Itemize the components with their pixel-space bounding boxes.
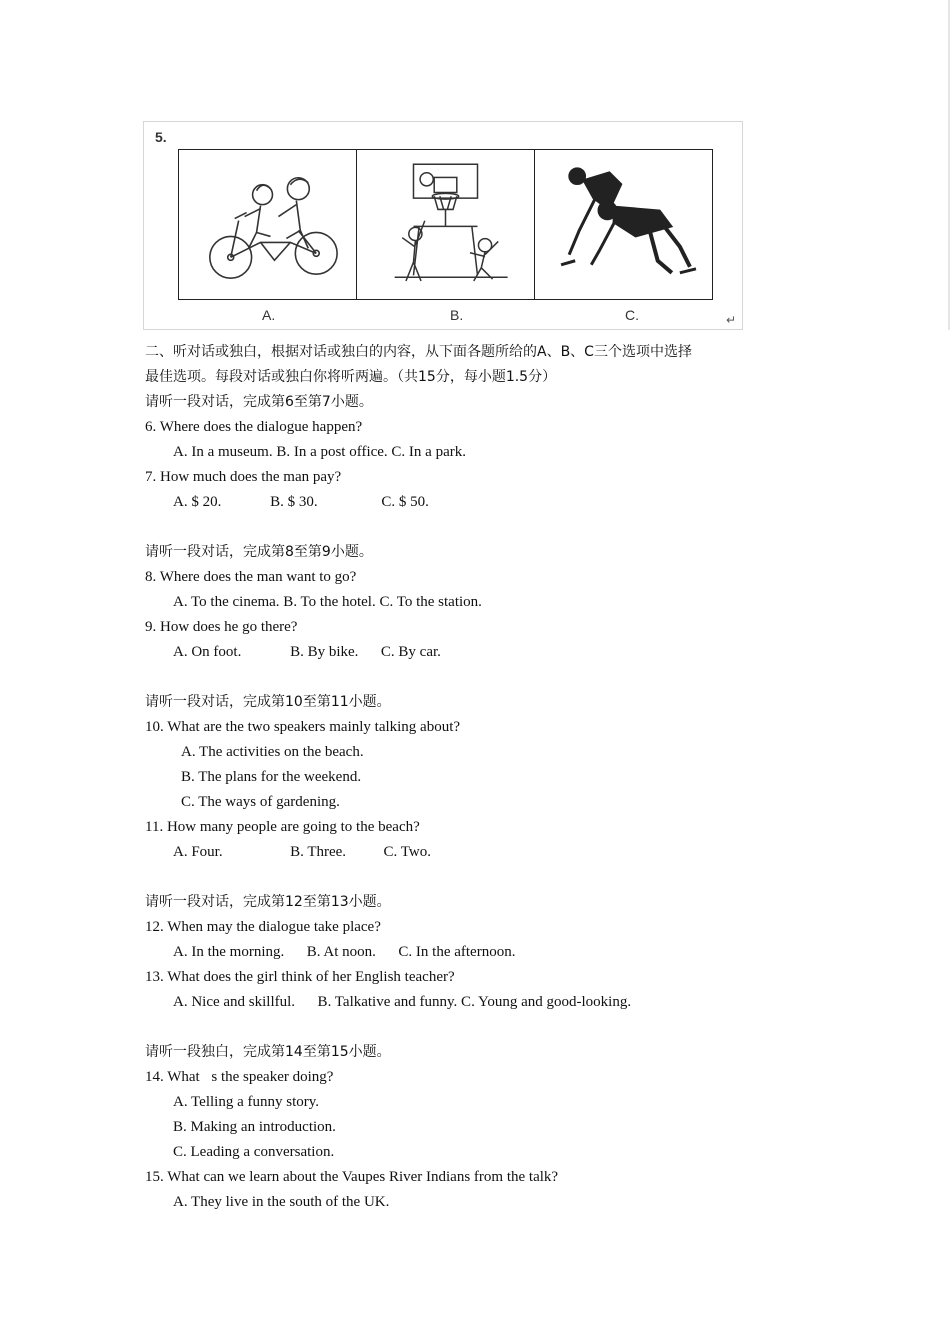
answer-options: A. To the cinema. B. To the hotel. C. To the station. (173, 594, 482, 610)
group-instruction: 请听一段对话，完成第12至第13小题。 (145, 894, 391, 910)
picture-label-b: B. (450, 307, 464, 323)
question-text: 12. When may the dialogue take place? (145, 919, 381, 935)
answer-options: A. The activities on the beach. (181, 744, 364, 760)
group-instruction: 请听一段对话，完成第8至第9小题。 (145, 544, 373, 560)
group-instruction: 请听一段对话，完成第10至第11小题。 (145, 694, 391, 710)
group-instruction: 请听一段独白，完成第14至第15小题。 (145, 1044, 391, 1060)
answer-options: A. Nice and skillful. B. Talkative and funny. C. Young and good-looking. (173, 994, 632, 1010)
answer-options: A. They live in the south of the UK. (173, 1194, 390, 1210)
picture-label-a: A. (262, 307, 276, 323)
picture-panels (178, 149, 713, 300)
question-text: 13. What does the girl think of her English teacher? (145, 969, 455, 985)
picture-label-c: C. (625, 307, 639, 323)
listening-section (145, 340, 825, 1215)
answer-options: A. Telling a funny story. (173, 1094, 320, 1110)
answer-options: A. Four. B. Three. C. Two. (173, 844, 431, 860)
question-text: 9. How does he go there? (145, 619, 298, 635)
question-text: 8. Where does the man want to go? (145, 569, 357, 585)
bicycle-illustration (179, 150, 356, 299)
group-spacer (145, 665, 825, 690)
question-text: 14. What s the speaker doing? (145, 1069, 334, 1085)
group-spacer (145, 1015, 825, 1040)
paragraph-return-icon: ↵ (725, 313, 736, 327)
players-illustration (535, 150, 712, 299)
question-groups (145, 390, 825, 1215)
picture-b-basketball (357, 150, 535, 299)
answer-options: B. The plans for the weekend. (181, 769, 362, 785)
question-text: 6. Where does the dialogue happen? (145, 419, 363, 435)
question-text: 7. How much does the man pay? (145, 469, 342, 485)
group-spacer (145, 865, 825, 890)
answer-options: B. Making an introduction. (173, 1119, 336, 1135)
picture-a-bicycle (179, 150, 357, 299)
answer-options: A. In the morning. B. At noon. C. In the afternoon. (173, 944, 516, 960)
question-text: 15. What can we learn about the Vaupes River Indians from the talk? (145, 1169, 559, 1185)
answer-options: C. Leading a conversation. (173, 1144, 335, 1160)
group-instruction: 请听一段对话，完成第6至第7小题。 (145, 394, 373, 410)
picture-c-players (535, 150, 712, 299)
answer-options: A. On foot. B. By bike. C. By car. (173, 644, 441, 660)
answer-options: C. The ways of gardening. (181, 794, 340, 810)
section-instruction: 二、听对话或独白，根据对话或独白的内容，从下面各题所给的A、B、C三个选项中选择 (145, 344, 692, 360)
question-text: 10. What are the two speakers mainly talking about? (145, 719, 461, 735)
basketball-illustration (357, 150, 534, 299)
question-5-figure (143, 121, 743, 330)
section-instruction: 最佳选项。每段对话或独白你将听两遍。（共15分，每小题1.5分） (145, 369, 557, 385)
figure-number: 5. (155, 129, 167, 145)
answer-options: A. In a museum. B. In a post office. C. In a park. (173, 444, 466, 460)
question-text: 11. How many people are going to the beach? (145, 819, 420, 835)
group-spacer (145, 515, 825, 540)
answer-options: A. $ 20. B. $ 30. C. $ 50. (173, 494, 429, 510)
